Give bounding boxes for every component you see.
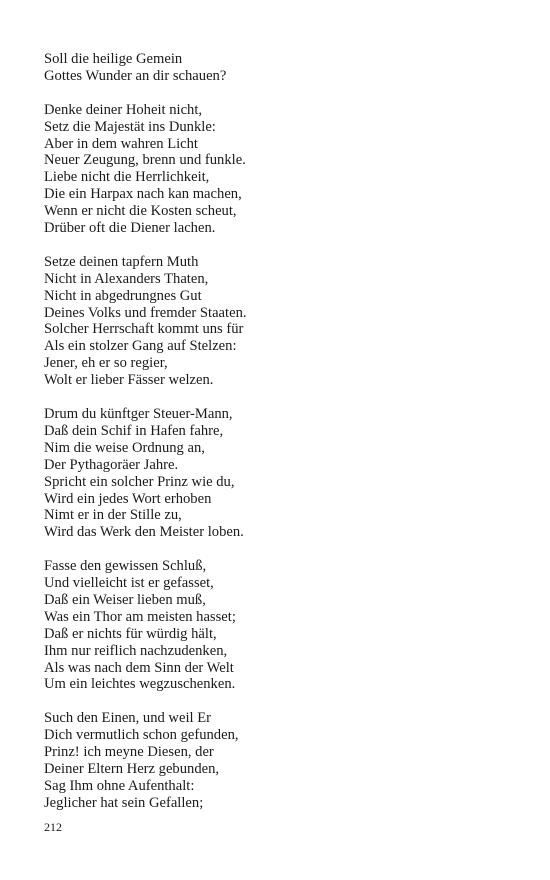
verse-line: Setze deinen tapfern Muth: [44, 253, 199, 270]
verse-line: Soll die heilige Gemein: [44, 51, 183, 67]
verse-line: Jeglicher hat sein Gefallen;: [44, 794, 204, 811]
verse-line: Und vielleicht ist er gefasset,: [44, 575, 214, 592]
verse-line: Jener, eh er so regier,: [44, 355, 168, 372]
verse-line: Setz die Majestät ins Dunkle:: [44, 118, 216, 135]
verse-line: Nim die weise Ordnung an,: [44, 439, 205, 456]
verse-line: Wenn er nicht die Kosten scheut,: [44, 203, 237, 220]
verse-line: Der Pythagoräer Jahre.: [44, 456, 179, 473]
stanza: [44, 254, 524, 389]
verse-line: Such den Einen, und weil Er: [44, 710, 211, 727]
verse-line: Sag Ihm ohne Aufenthalt:: [44, 777, 195, 794]
verse-line: Denke deiner Hoheit nicht,: [44, 101, 203, 118]
verse-line: Daß ein Weiser lieben muß,: [44, 591, 206, 608]
verse-line: Spricht ein solcher Prinz wie du,: [44, 473, 235, 490]
verse-line: Liebe nicht die Herrlichkeit,: [44, 169, 210, 186]
verse-line: Deines Volks und fremder Staaten.: [44, 304, 247, 321]
poem-text: [44, 51, 524, 829]
verse-line: Nimt er in der Stille zu,: [44, 507, 182, 524]
verse-line: Solcher Herrschaft kommt uns für: [44, 321, 244, 338]
verse-line: Als ein stolzer Gang auf Stelzen:: [44, 338, 237, 355]
verse-line: Um ein leichtes wegzuschenken.: [44, 676, 236, 693]
verse-line: Prinz! ich meyne Diesen, der: [44, 744, 214, 761]
verse-line: Fasse den gewissen Schluß,: [44, 558, 207, 575]
verse-line: Wird das Werk den Meister loben.: [44, 524, 244, 541]
verse-line: Aber in dem wahren Licht: [44, 135, 198, 152]
verse-line: Als was nach dem Sinn der Welt: [44, 659, 234, 676]
verse-line: Nicht in abgedrungnes Gut: [44, 287, 202, 304]
stanza: [44, 406, 524, 541]
verse-line: Wolt er lieber Fässer welzen.: [44, 372, 214, 389]
verse-line: Die ein Harpax nach kan machen,: [44, 186, 242, 203]
stanza: [44, 710, 524, 811]
page-number: 212: [44, 820, 62, 834]
stanza: [44, 51, 524, 85]
verse-line: Gottes Wunder an dir schauen?: [44, 67, 227, 84]
stanza: [44, 558, 524, 693]
stanza: [44, 102, 524, 237]
verse-line: Nicht in Alexanders Thaten,: [44, 270, 209, 287]
verse-line: Drum du künftger Steuer-Mann,: [44, 405, 233, 422]
verse-line: Ihm nur reiflich nachzudenken,: [44, 642, 228, 659]
verse-line: Neuer Zeugung, brenn und funkle.: [44, 152, 246, 169]
verse-line: Daß dein Schif in Hafen fahre,: [44, 422, 224, 439]
verse-line: Wird ein jedes Wort erhoben: [44, 490, 212, 507]
verse-line: Deiner Eltern Herz gebunden,: [44, 760, 220, 777]
verse-line: Dich vermutlich schon gefunden,: [44, 727, 239, 744]
verse-line: Was ein Thor am meisten hasset;: [44, 608, 236, 625]
verse-line: Daß er nichts für würdig hält,: [44, 625, 217, 642]
verse-line: Drüber oft die Diener lachen.: [44, 220, 216, 237]
